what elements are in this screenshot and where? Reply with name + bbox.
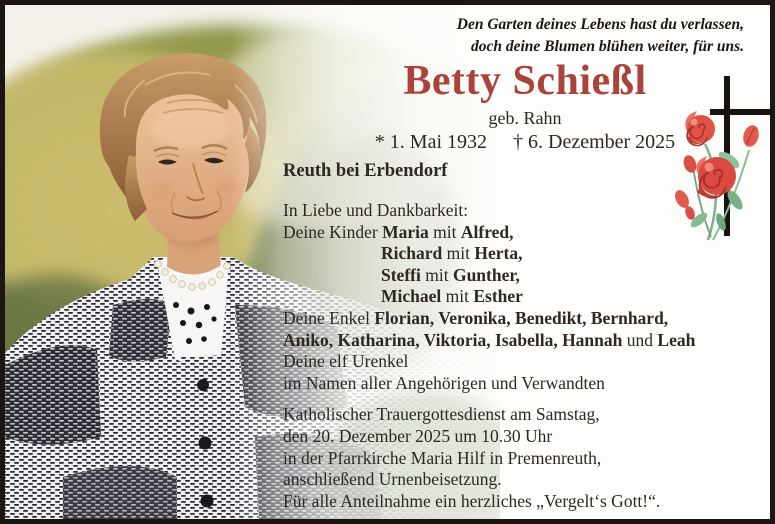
deceased-name: Betty Schießl [403, 58, 647, 104]
spouse-name: Gunther, [452, 264, 520, 285]
family-children-line [283, 286, 695, 308]
text-segment: und [622, 329, 658, 350]
family-greatgrandchildren-line [283, 351, 695, 373]
text-segment: mit [442, 243, 475, 264]
spouse-name: Alfred, [460, 221, 514, 242]
text-segment: mit [420, 264, 453, 285]
family-grandchildren-line [283, 308, 695, 330]
spouse-name: Esther [473, 286, 523, 307]
grandchildren-names: Aniko, Katharina, Viktoria, Isabella, Hannah [283, 329, 623, 350]
family-children-line [283, 222, 695, 244]
location-line: Reuth bei Erbendorf [283, 161, 448, 181]
epigraph-line-1: Den Garten deines Lebens hast du verlassen, [456, 16, 744, 33]
service-line: Katholischer Trauergottesdienst am Samstag, [283, 404, 600, 424]
child-name: Michael [381, 286, 442, 307]
service-block [283, 404, 660, 513]
child-name: Maria [382, 221, 429, 242]
maiden-name: geb. Rahn [488, 108, 562, 128]
family-grandchildren-line [283, 330, 695, 352]
text-segment: mit [428, 221, 461, 242]
service-line: den 20. Dezember 2025 um 10.30 Uhr [283, 425, 553, 446]
text-segment: im Namen aller Angehörigen und Verwandten [283, 372, 605, 393]
epigraph-line-2: doch deine Blumen blühen weiter, für uns. [470, 38, 744, 55]
service-line: Für alle Anteilnahme ein herzliches „Vergelt‘s Gott!“. [283, 491, 661, 512]
child-name: Richard [381, 243, 443, 264]
death-date: † 6. Dezember 2025 [513, 131, 676, 153]
text-segment: Deine elf Urenkel [283, 351, 409, 372]
family-block [283, 200, 695, 394]
text-segment: Deine Enkel [283, 307, 375, 328]
child-name: Steffi [381, 264, 421, 285]
family-children-line [283, 243, 695, 265]
family-children-line [283, 265, 695, 287]
grandchildren-names: Florian, Veronika, Benedikt, Bernhard, [374, 307, 669, 328]
family-relatives-line [283, 373, 695, 395]
text-segment: mit [441, 286, 474, 307]
cross-horizontal-bar [710, 109, 770, 115]
grandchild-name: Leah [657, 329, 696, 350]
text-segment: In Liebe und Dankbarkeit: [283, 200, 469, 220]
text-segment: Deine Kinder [283, 221, 383, 242]
service-line: in der Pfarrkirche Maria Hilf in Premenreuth, [283, 447, 602, 468]
birth-date: * 1. Mai 1932 [374, 131, 488, 153]
epigraph [457, 14, 744, 58]
spouse-name: Herta, [474, 243, 523, 264]
family-intro-line [283, 200, 695, 222]
service-line: anschließend Urnenbeisetzung. [283, 469, 502, 490]
